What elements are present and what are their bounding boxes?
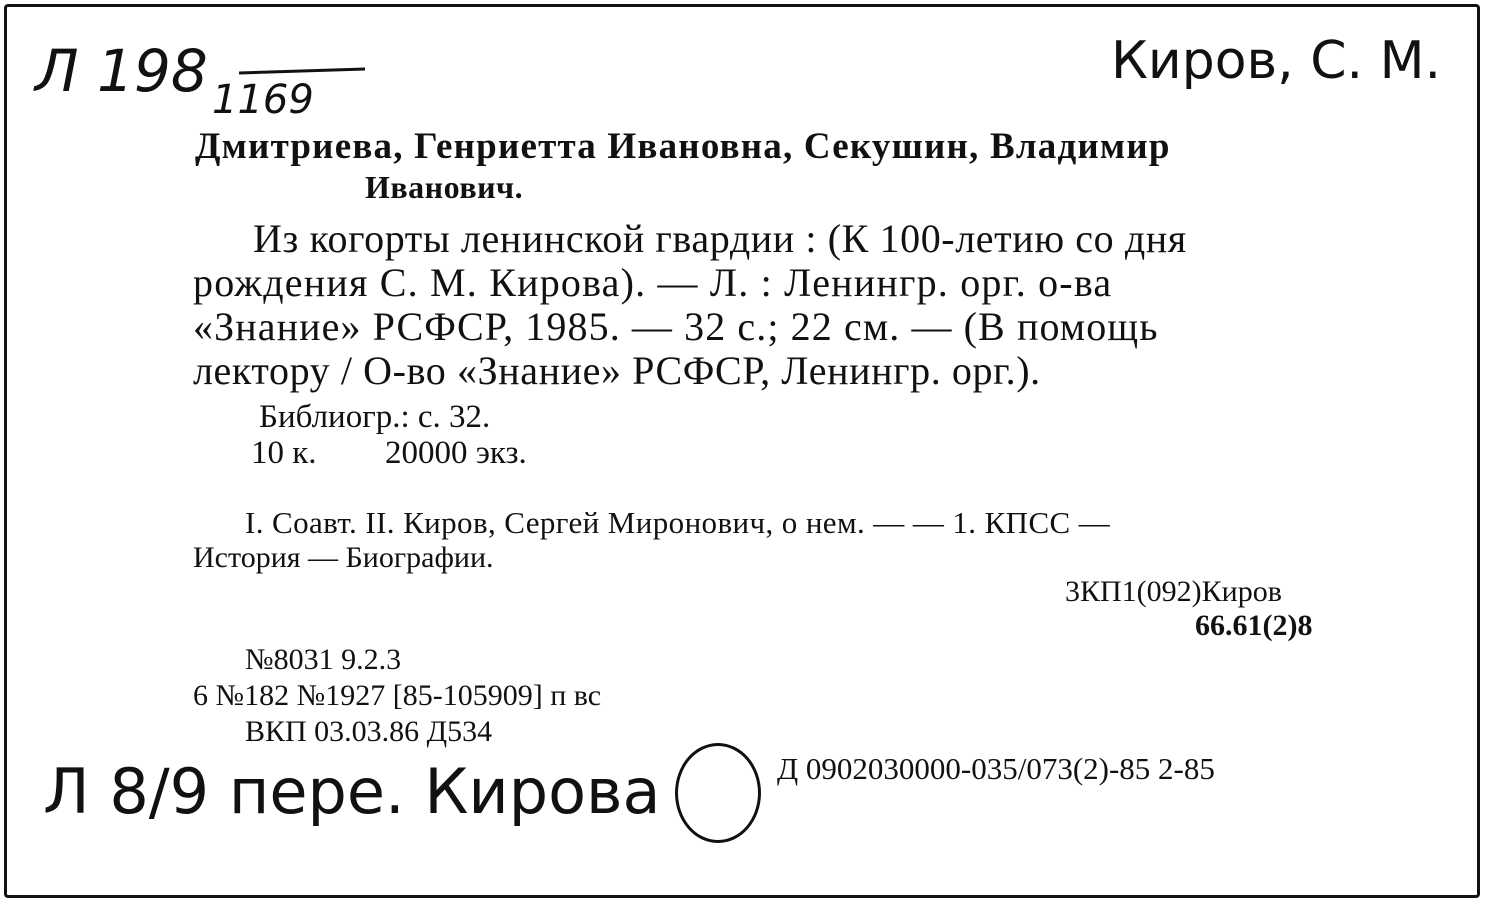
catalog-card: [4, 4, 1480, 898]
handwritten-bottom-note: Л 8/9 пере. Кирова: [43, 755, 661, 828]
stamp-circle: [675, 743, 761, 843]
title-line-4: лектору / О-во «Знание» РСФСР, Ленингр. орг.).: [193, 348, 1041, 393]
bibliography-note: Библиогр.: с. 32.: [259, 399, 491, 435]
authors-line-2: Иванович.: [365, 169, 524, 205]
title-line-1: Из когорты ленинской гвардии : (К 100-летию со дня: [253, 216, 1187, 261]
handwritten-shelfmark: Л 198: [35, 37, 208, 105]
imprint-code: Д 0902030000-035/073(2)-85 2-85: [777, 751, 1215, 786]
tracings-line-2: История — Биографии.: [193, 541, 494, 574]
classification-line-2: 66.61(2)8: [1195, 609, 1313, 642]
title-line-3: «Знание» РСФСР, 1985. — 32 с.; 22 см. — (В помощь: [193, 304, 1159, 349]
copies: 20000 экз.: [385, 435, 527, 471]
price: 10 к.: [251, 435, 317, 471]
tracings-line-1: I. Соавт. II. Киров, Сергей Миронович, о нем. — — 1. КПСС —: [245, 505, 1111, 540]
registry-line-2: 6 №182 №1927 [85-105909] п вс: [193, 679, 602, 712]
handwritten-heading: Киров, С. М.: [1111, 31, 1442, 91]
registry-line-3: ВКП 03.03.86 Д534: [245, 715, 493, 748]
title-line-2: рождения С. М. Кирова). — Л. : Ленингр. орг. о-ва: [193, 260, 1113, 305]
registry-line-1: №8031 9.2.3: [245, 643, 402, 676]
authors-line-1: Дмитриева, Генриетта Ивановна, Секушин, Владимир: [195, 126, 1171, 167]
shelfmark-underline: [239, 65, 369, 77]
classification-line-1: 3КП1(092)Киров: [1065, 575, 1282, 608]
handwritten-shelfmark-sub: 1169: [212, 77, 314, 123]
